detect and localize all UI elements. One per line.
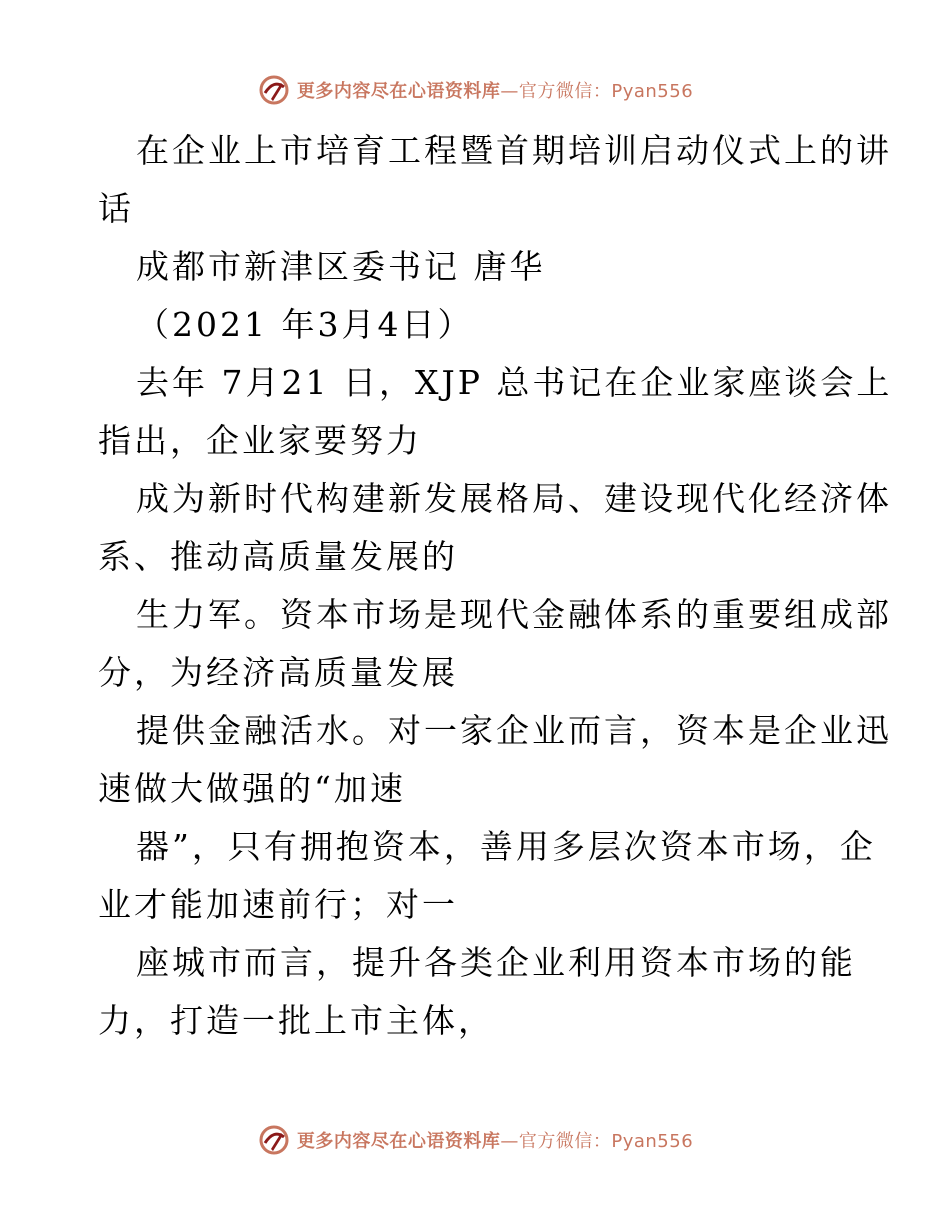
watermark-text [297, 77, 693, 103]
text-line: 话 [98, 189, 134, 228]
date-line: （2021 年3月4日） [136, 305, 474, 344]
author-line: 成都市新津区委书记 唐华 [136, 247, 546, 286]
watermark-wechat-label: 官方微信： [518, 81, 612, 102]
text-line: 系、推动高质量发展的 [98, 537, 458, 576]
text-line: 生力军。资本市场是现代金融体系的重要组成部 [136, 595, 892, 634]
document-body [98, 122, 893, 1050]
watermark-prefix: 更多内容尽在心语资料库 [296, 81, 501, 102]
watermark-prefix: 更多内容尽在心语资料库 [296, 1131, 501, 1152]
header-watermark [0, 70, 950, 110]
text-line: 指出，企业家要努力 [98, 421, 422, 460]
text-line: 提供金融活水。对一家企业而言，资本是企业迅 [136, 711, 892, 750]
text-line: 器”，只有拥抱资本，善用多层次资本市场，企 [136, 827, 876, 866]
text-line: 速做大做强的“加速 [98, 769, 406, 808]
watermark-wechat-id: Pyan556 [611, 81, 694, 102]
watermark-text [297, 1127, 693, 1153]
watermark-dash: — [500, 81, 519, 102]
watermark-wechat-label: 官方微信： [518, 1131, 612, 1152]
text-line: 力，打造一批上市主体， [98, 1001, 494, 1040]
text-line: 成为新时代构建新发展格局、建设现代化经济体 [136, 479, 892, 518]
text-line: 分，为经济高质量发展 [98, 653, 458, 692]
watermark-dash: — [500, 1131, 519, 1152]
text-line: 在企业上市培育工程暨首期培训启动仪式上的讲 [136, 131, 892, 170]
text-line: 业才能加速前行；对一 [98, 885, 458, 924]
text-line: 去年 7月21 日，XJP 总书记在企业家座谈会上 [136, 363, 893, 402]
footer-watermark [0, 1120, 950, 1160]
watermark-wechat-id: Pyan556 [611, 1131, 694, 1152]
pen-swirl-logo-icon [257, 73, 291, 107]
text-line: 座城市而言，提升各类企业利用资本市场的能 [136, 943, 856, 982]
pen-swirl-logo-icon [257, 1123, 291, 1157]
